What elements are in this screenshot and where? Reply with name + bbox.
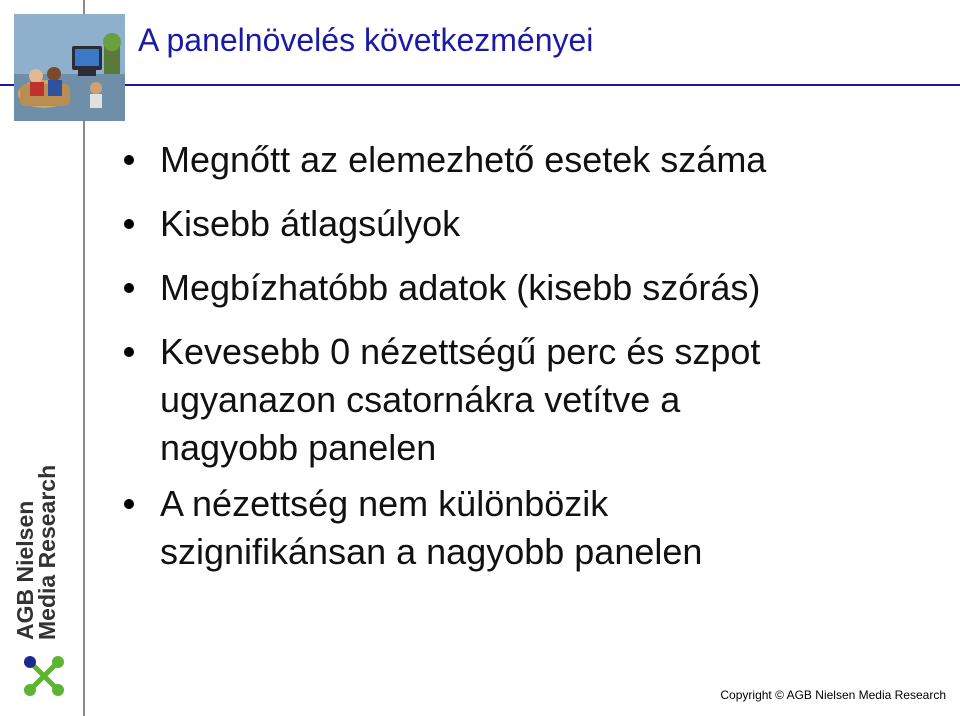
- bullet-text: nagyobb panelen: [160, 427, 437, 468]
- slide-title: A panelnövelés következményei: [138, 22, 594, 58]
- copyright-footer: Copyright © AGB Nielsen Media Research: [720, 688, 946, 702]
- tv-family-clipart-icon: [14, 14, 125, 121]
- list-item: [122, 328, 922, 472]
- bullet-text: Megbízhatóbb adatok (kisebb szórás): [160, 267, 761, 308]
- bullet-dot-icon: [124, 283, 134, 293]
- brand-wordmark: [14, 460, 58, 640]
- list-item: [122, 264, 922, 312]
- bullet-dot-icon: [124, 347, 134, 357]
- brand-line-1: AGB Nielsen: [12, 500, 38, 640]
- list-item: [122, 136, 922, 184]
- bullet-text: szignifikánsan a nagyobb panelen: [160, 531, 703, 572]
- list-item: [122, 480, 922, 576]
- list-item: [122, 200, 922, 248]
- bullet-text: Megnőtt az elemezhető esetek száma: [160, 139, 767, 180]
- header-rule: [0, 84, 960, 86]
- bullet-text: Kevesebb 0 nézettségű perc és szpot: [160, 331, 761, 372]
- bullet-text: Kisebb átlagsúlyok: [160, 203, 461, 244]
- bullet-text: A nézettség nem különbözik: [160, 483, 609, 524]
- bullet-dot-icon: [124, 155, 134, 165]
- bullet-list: [122, 136, 922, 592]
- bullet-dot-icon: [124, 499, 134, 509]
- agb-dots-logo-icon: [20, 652, 68, 700]
- bullet-dot-icon: [124, 219, 134, 229]
- bullet-text: ugyanazon csatornákra vetítve a: [160, 379, 681, 420]
- brand-line-2: Media Research: [34, 464, 60, 640]
